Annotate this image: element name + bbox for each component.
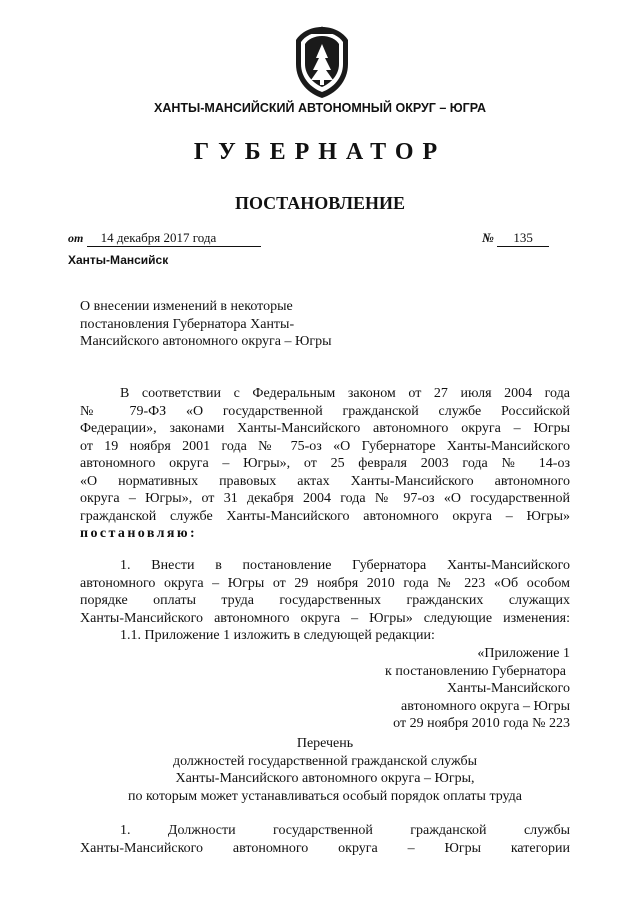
appendix-line: автономного округа – Югры [401, 698, 570, 714]
item-1 [80, 557, 570, 645]
preamble-line: В соответствии с Федеральным законом от 27 июля 2004 года [120, 386, 570, 401]
preamble-line: «О нормативных правовых актах Ханты-Мансийского автономного [80, 473, 570, 489]
list-title [80, 735, 570, 805]
item-1-1: 1.1. Приложение 1 изложить в следующей редакции: [120, 628, 435, 643]
date-prefix: от [68, 231, 84, 245]
number-value: 135 [497, 230, 549, 247]
item-line: автономного округа – Югры от 29 ноября 2010 года № 223 «Об особом [80, 575, 570, 591]
item-line: порядке оплаты труда государственных гражданских служащих [80, 593, 570, 608]
city-name: Ханты-Мансийск [68, 253, 169, 267]
list-title-line: Перечень [296, 736, 354, 751]
item-line: 1. Внести в постановление Губернатора Ханты-Мансийского [120, 558, 570, 573]
title-line: Мансийского автономного округа – Югры [80, 334, 332, 349]
coat-of-arms-icon [291, 24, 353, 100]
list-title-line: по которым может устанавливаться особый порядок оплаты труда [127, 788, 523, 804]
list-line: 1. Должности государственной гражданской службы [120, 823, 570, 838]
appendix-line: к постановлению Губернатора [385, 663, 566, 679]
appendix-line: Ханты-Мансийского [446, 681, 570, 696]
resolve-word: постановляю: [80, 526, 198, 541]
list-item-1 [80, 822, 570, 857]
decree-number [482, 230, 549, 247]
appendix-caption [80, 645, 570, 733]
title-line: постановления Губернатора Ханты- [80, 316, 295, 332]
preamble-line: от 19 ноября 2001 года № 75-оз «О Губернаторе Ханты-Мансийского [80, 438, 570, 454]
decree-date [68, 230, 261, 247]
appendix-line: от 29 ноября 2010 года № 223 [393, 716, 570, 731]
title-line: О внесении изменений в некоторые [80, 299, 293, 314]
preamble-line: Федерации», законами Ханты-Мансийского автономного округа – Югры [80, 421, 570, 436]
number-prefix: № [482, 230, 494, 245]
preamble-line: № 79-ФЗ «О государственной гражданской службе Российской [80, 403, 570, 419]
region-name: ХАНТЫ-МАНСИЙСКИЙ АВТОНОМНЫЙ ОКРУГ – ЮГРА [153, 101, 487, 115]
decree-title [80, 298, 380, 351]
list-title-line: должностей государственной гражданской службы [172, 753, 478, 769]
list-title-line: Ханты-Мансийского автономного округа – Югры, [175, 771, 475, 786]
preamble [80, 385, 570, 543]
preamble-line: округа – Югры», от 31 декабря 2004 года № 97-оз «О государственной [80, 491, 570, 506]
governor-heading: ГУБЕРНАТОР [193, 139, 447, 165]
decree-heading: ПОСТАНОВЛЕНИЕ [234, 193, 406, 213]
appendix-line: «Приложение 1 [477, 646, 570, 661]
date-value: 14 декабря 2017 года [87, 230, 261, 247]
preamble-line: автономного округа – Югры», от 25 февраля 2003 года № 14-оз [80, 456, 570, 471]
preamble-line: гражданской службе Ханты-Мансийского автономного округа – Югры» [80, 508, 570, 524]
list-line: Ханты-Мансийского автономного округа – Югры категории [80, 840, 570, 856]
item-line: Ханты-Мансийского автономного округа – Югры» следующие изменения: [80, 610, 570, 626]
